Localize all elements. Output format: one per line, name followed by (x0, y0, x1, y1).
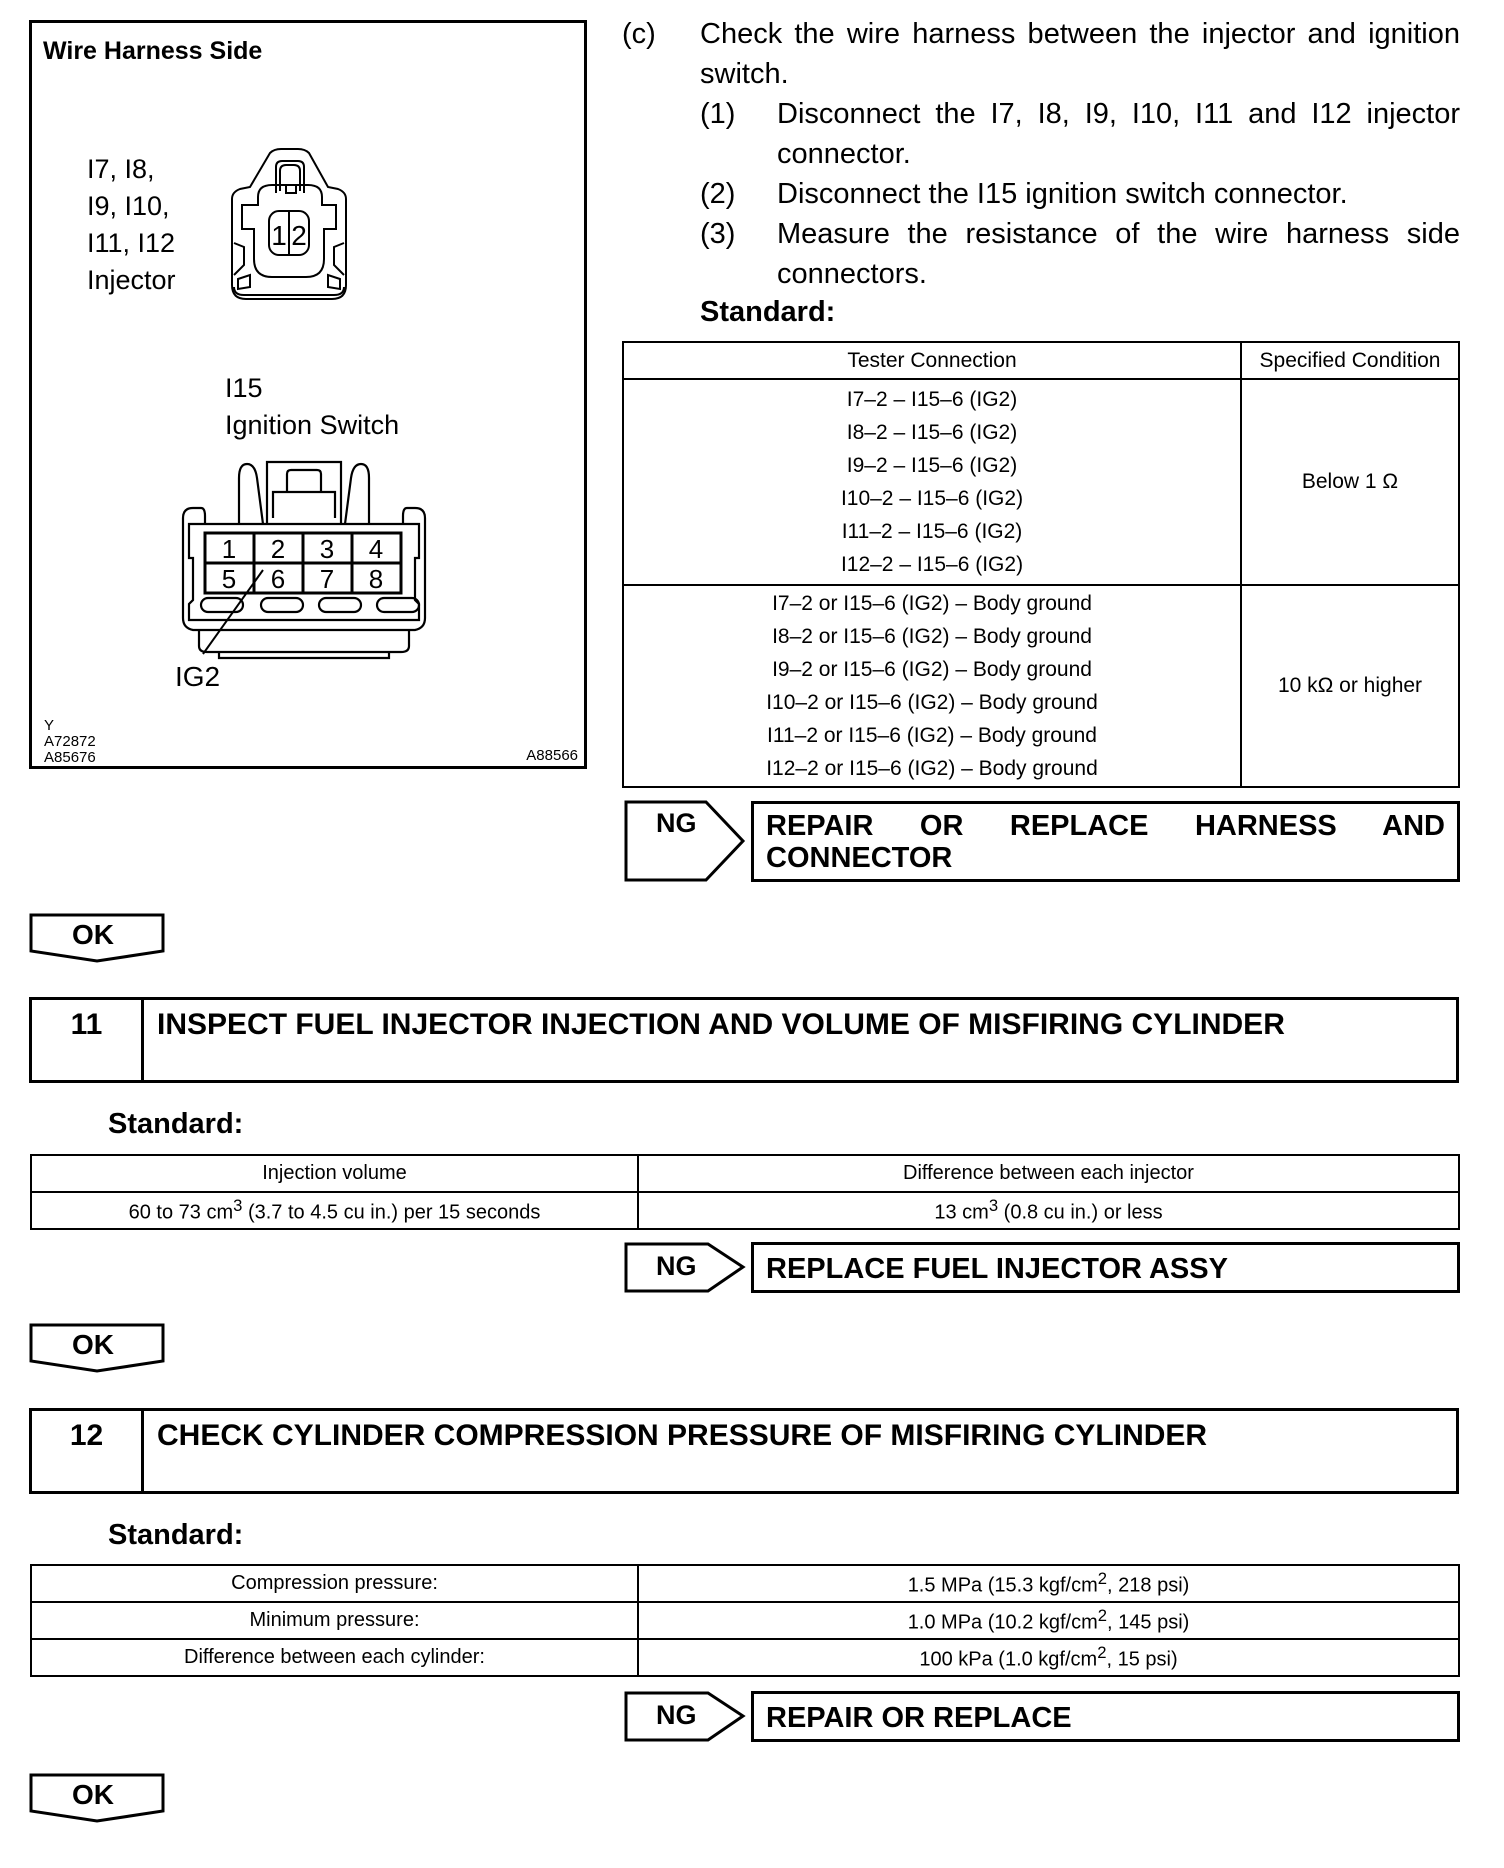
ok-label: OK (72, 1779, 114, 1810)
ng-branch-tag[interactable] (624, 1691, 746, 1742)
ng-label: NG (656, 808, 697, 838)
step-number: 11 (32, 1000, 144, 1080)
ok-branch-tag[interactable] (29, 1773, 166, 1823)
ok-branch-tag[interactable] (29, 1323, 166, 1373)
figure-code-right: A88566 (526, 747, 578, 764)
ng-label: NG (656, 1700, 697, 1730)
figure-codes (44, 718, 96, 766)
standard-label: Standard: (700, 296, 836, 328)
substep-marker: (2) (700, 178, 736, 210)
svg-text:4: 4 (368, 534, 384, 564)
spec-value: 1.0 MPa (10.2 kgf/$cm^2$, 145 psi) (638, 1602, 1459, 1639)
step-c-marker: (c) (622, 18, 656, 50)
svg-text:1: 1 (221, 534, 237, 564)
connection: I7–2 or I15–6 (IG2) – Body ground (772, 592, 1092, 615)
injector-label-line: I11, I12 (87, 228, 176, 258)
injector-label (87, 151, 176, 299)
table-header: Difference between each injector (638, 1155, 1459, 1192)
ng-branch-tag[interactable] (624, 1242, 746, 1293)
compression-spec-table (30, 1564, 1460, 1677)
figure-code: A85676 (44, 749, 96, 766)
standard-label: Standard: (108, 1519, 244, 1551)
tester-connections (623, 585, 1241, 787)
substep-text: Disconnect the I7, I8, I9, I10, I11 and I12 injector connector. (777, 98, 1460, 170)
ok-label: OK (72, 1329, 114, 1360)
ignition-label-line: I15 (225, 373, 263, 403)
ng-action-box: REPLACE FUEL INJECTOR ASSY (751, 1242, 1460, 1293)
injector-connector-icon (226, 147, 352, 305)
ignition-switch-connector-icon (179, 458, 429, 668)
connection: I12–2 – I15–6 (IG2) (840, 553, 1024, 576)
spec-value: 1.5 MPa (15.3 kgf/$cm^2$, 218 psi) (638, 1565, 1459, 1602)
table-row (31, 1602, 1459, 1639)
svg-text:8: 8 (368, 564, 384, 594)
connector-diagram (29, 20, 587, 769)
tester-connections (623, 379, 1241, 585)
table-header: Injection volume (31, 1155, 638, 1192)
ng-action-box: REPAIR OR REPLACE (751, 1691, 1460, 1742)
table-row (623, 585, 1459, 787)
step-11-header (29, 997, 1459, 1083)
spec-value: 100 kPa (1.0 kgf/$cm^2$, 15 psi) (638, 1639, 1459, 1676)
injector-label-line: I7, I8, (87, 154, 155, 184)
resistance-spec-table (622, 341, 1460, 788)
standard-label: Standard: (108, 1108, 244, 1140)
connection: I8–2 – I15–6 (IG2) (846, 421, 1018, 444)
ig2-label: IG2 (175, 661, 221, 692)
substep-marker: (1) (700, 98, 736, 130)
connection: I9–2 or I15–6 (IG2) – Body ground (772, 658, 1092, 681)
ng-action-line: REPAIR OR REPLACE HARNESS AND (766, 810, 1445, 842)
step-number: 12 (32, 1411, 144, 1491)
specified-condition: 10 kΩ or higher (1241, 585, 1459, 787)
connection: I10–2 or I15–6 (IG2) – Body ground (766, 691, 1098, 714)
figure-code: Y (44, 717, 55, 734)
connection: I9–2 – I15–6 (IG2) (846, 454, 1018, 477)
table-row (31, 1565, 1459, 1602)
svg-text:7: 7 (319, 564, 335, 594)
injector-label-line: Injector (87, 265, 176, 295)
spec-label: Minimum pressure: (31, 1602, 638, 1639)
connection: I12–2 or I15–6 (IG2) – Body ground (766, 757, 1098, 780)
substep-text: Disconnect the I15 ignition switch connector. (777, 178, 1348, 210)
substep-text: Measure the resistance of the wire harness side connectors. (777, 218, 1460, 290)
svg-text:3: 3 (319, 534, 335, 564)
figure-code: A72872 (44, 733, 96, 750)
injection-volume-value: 60 to 73 $cm^3$ (3.7 to 4.5 cu in.) per 15 seconds (31, 1192, 638, 1229)
table-row (31, 1639, 1459, 1676)
step-12-header (29, 1408, 1459, 1494)
step-c-text: Check the wire harness between the injector and ignition switch. (700, 18, 1460, 90)
table-header: Specified Condition (1241, 342, 1459, 379)
svg-text:2: 2 (270, 534, 286, 564)
ok-branch-tag[interactable] (29, 913, 166, 963)
svg-text:1: 1 (271, 220, 287, 251)
ignition-label-line: Ignition Switch (225, 410, 400, 440)
table-row (623, 379, 1459, 585)
ng-action-box (751, 801, 1460, 882)
ok-label: OK (72, 919, 114, 950)
connection: I8–2 or I15–6 (IG2) – Body ground (772, 625, 1092, 648)
injector-label-line: I9, I10, (87, 191, 170, 221)
substep-marker: (3) (700, 218, 736, 250)
ignition-switch-label (225, 370, 399, 444)
svg-text:5: 5 (221, 564, 237, 594)
injector-difference-value: 13 $cm^3$ (0.8 cu in.) or less (638, 1192, 1459, 1229)
svg-text:2: 2 (291, 220, 307, 251)
step-title: INSPECT FUEL INJECTOR INJECTION AND VOLUME OF MISFIRING CYLINDER (157, 1008, 1285, 1041)
svg-text:6: 6 (270, 564, 286, 594)
table-row (31, 1192, 1459, 1229)
diagram-title: Wire Harness Side (43, 37, 263, 65)
spec-label: Difference between each cylinder: (31, 1639, 638, 1676)
specified-condition: Below 1 Ω (1241, 379, 1459, 585)
connection: I7–2 – I15–6 (IG2) (846, 388, 1018, 411)
ng-action-line: CONNECTOR (766, 842, 953, 874)
ng-branch-tag[interactable] (624, 800, 746, 882)
connection: I11–2 – I15–6 (IG2) (841, 520, 1023, 543)
connection: I10–2 – I15–6 (IG2) (840, 487, 1024, 510)
connection: I11–2 or I15–6 (IG2) – Body ground (767, 724, 1097, 747)
ng-label: NG (656, 1251, 697, 1281)
table-header: Tester Connection (623, 342, 1241, 379)
spec-label: Compression pressure: (31, 1565, 638, 1602)
injection-spec-table (30, 1154, 1460, 1230)
step-title: CHECK CYLINDER COMPRESSION PRESSURE OF MISFIRING CYLINDER (157, 1419, 1208, 1452)
